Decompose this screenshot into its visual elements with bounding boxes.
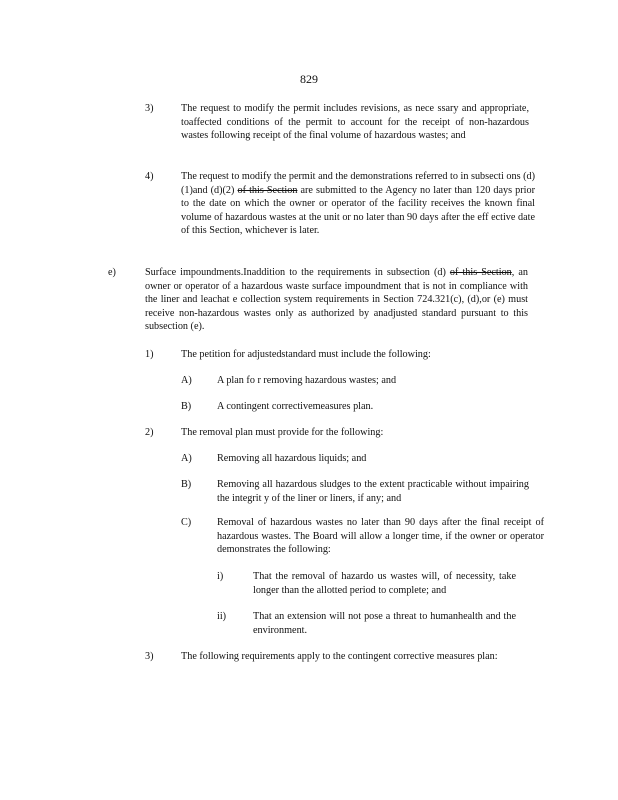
- subsection-e-text-a: Surface impoundments.Inaddition to the requirements in subsection (d): [145, 267, 450, 278]
- e1B-label: B): [181, 401, 192, 412]
- e2-label: 2): [145, 427, 154, 438]
- e1A-label: A): [181, 375, 192, 386]
- e2B-label: B): [181, 479, 192, 490]
- subsection-e-struck-text: of this Section: [449, 267, 512, 278]
- e2C-text: Removal of hazardous wastes no later than 90 days after the final receipt of hazardous wastes. The Board will allow a longer time, if the owner or operator demonstrates the following:: [217, 517, 544, 556]
- item-3-text: The request to modify the permit includes revisions, as nece ssary and appropriate, toaffected conditions of the permit to account for the receipt of non-hazardous wastes following receipt of the final volume of hazardous wastes; and: [181, 103, 529, 142]
- e2C-label: C): [181, 517, 192, 528]
- page-number: 829: [300, 72, 318, 86]
- item-4-text-a: The request to modify the permit and the demonstrations referred to in subsecti ons (d)(1)and (d)(2): [181, 171, 535, 196]
- e3-text: The following requirements apply to the contingent corrective measures plan:: [181, 651, 498, 662]
- e3-label: 3): [145, 651, 154, 662]
- subsection-e-text-b: , an owner or operator of a hazardous waste surface impoundment that is not in compliance with the liner and leachat e collection system requirements in Section 724.321(c), (d),or (e) must receive non-hazardous wastes only as authorized by anadjusted standard pursuant to this subsection (e).: [145, 267, 528, 333]
- e2B-text: Removing all hazardous sludges to the extent practicable without impairing the integrit y of the liner or liners, if any; and: [217, 479, 529, 504]
- subsection-e-label: e): [108, 267, 116, 278]
- e2Cii-text: That an extension will not pose a threat to humanhealth and the environment.: [253, 611, 516, 636]
- e1-text: The petition for adjustedstandard must include the following:: [181, 349, 431, 360]
- e2Ci-label: i): [217, 571, 224, 582]
- subsection-e-text: [145, 266, 528, 334]
- e2Ci-text: That the removal of hazardo us wastes will, of necessity, take longer than the allotted period to complete; and: [253, 571, 516, 596]
- e1-label: 1): [145, 349, 154, 360]
- e1A-text: A plan fo r removing hazardous wastes; and: [217, 375, 397, 386]
- e2A-label: A): [181, 453, 192, 464]
- e2Cii-label: ii): [217, 611, 227, 622]
- item-4-label: 4): [145, 171, 154, 182]
- e1B-text: A contingent correctivemeasures plan.: [217, 401, 374, 412]
- item-4-struck-text: of this Section: [237, 184, 298, 196]
- item-4-text: [181, 170, 535, 238]
- e2A-text: Removing all hazardous liquids; and: [217, 453, 367, 464]
- item-3-label: 3): [145, 103, 154, 114]
- e2-text: The removal plan must provide for the following:: [181, 427, 384, 438]
- item-4-text-b: are submitted to the Agency no later than 120 days prior to the date on which the owner or operator of the facility receives the known final volume of hazardous wastes at the unit or no later than 90 days after the eff ective date of this Section, whichever is later.: [181, 184, 535, 237]
